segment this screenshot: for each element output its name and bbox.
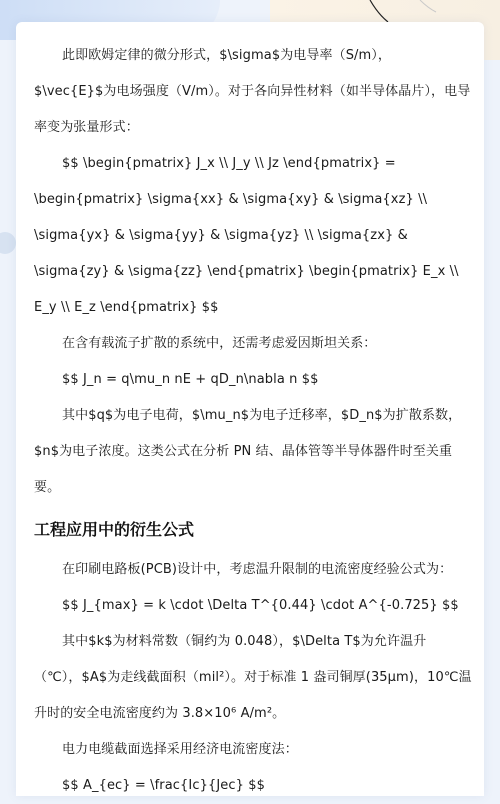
formula-pcb: $$ J_{max} = k \cdot \Delta T^{0.44} \cdot A^{-0.725} $$	[62, 598, 459, 613]
formula-cable: $$ A_{ec} = \frac{Ic}{Jec} $$	[62, 778, 265, 793]
section-heading: 工程应用中的衍生公式	[34, 520, 195, 539]
background-dot	[0, 232, 16, 254]
paragraph-electron: 其中$q$为电子电荷，$\mu_n$为电子迁移率，$D_n$为扩散系数，$n$为电子浓度。这类公式在分析 PN 结、晶体管等半导体器件时至关重要。	[34, 408, 462, 495]
article-body	[34, 38, 472, 804]
paragraph-einstein: 在含有载流子扩散的系统中，还需考虑爱因斯坦关系：	[62, 336, 377, 351]
formula-diffusion: $$ J_n = q\mu_n nE + qD_n\nabla n $$	[62, 372, 319, 387]
paragraph-material: 其中$k$为材料常数（铜约为 0.048），$\Delta T$为允许温升（℃），$A$为走线截面积（mil²）。对于标准 1 盎司铜厚(35μm)，10℃温升时的安全电流密度约为 3.8×10⁶ A/m²。	[34, 634, 472, 721]
paragraph-cable: 电力电缆截面选择采用经济电流密度法：	[62, 742, 298, 757]
formula-tensor: $$ \begin{pmatrix} J_x \\ J_y \\ Jz \end{pmatrix} = \begin{pmatrix} \sigma{xx} & \sigma{xy} & \sigma{xz} \\ \sigma{yx} & \sigma{yy} & \sigma{yz} \\ \sigma{zx} & \sigma{zy} & \sigma{zz} \end{pmatrix} \begin{pmatrix} E_x \\ E_y \\ E_z \end{pmatrix} $$	[34, 156, 459, 315]
paragraph-pcb: 在印刷电路板(PCB)设计中，考虑温升限制的电流密度经验公式为：	[62, 562, 453, 577]
paragraph-ohm-law: 此即欧姆定律的微分形式，$\sigma$为电导率（S/m），$\vec{E}$为电场强度（V/m）。对于各向异性材料（如半导体晶片），电导率变为张量形式：	[34, 48, 471, 135]
